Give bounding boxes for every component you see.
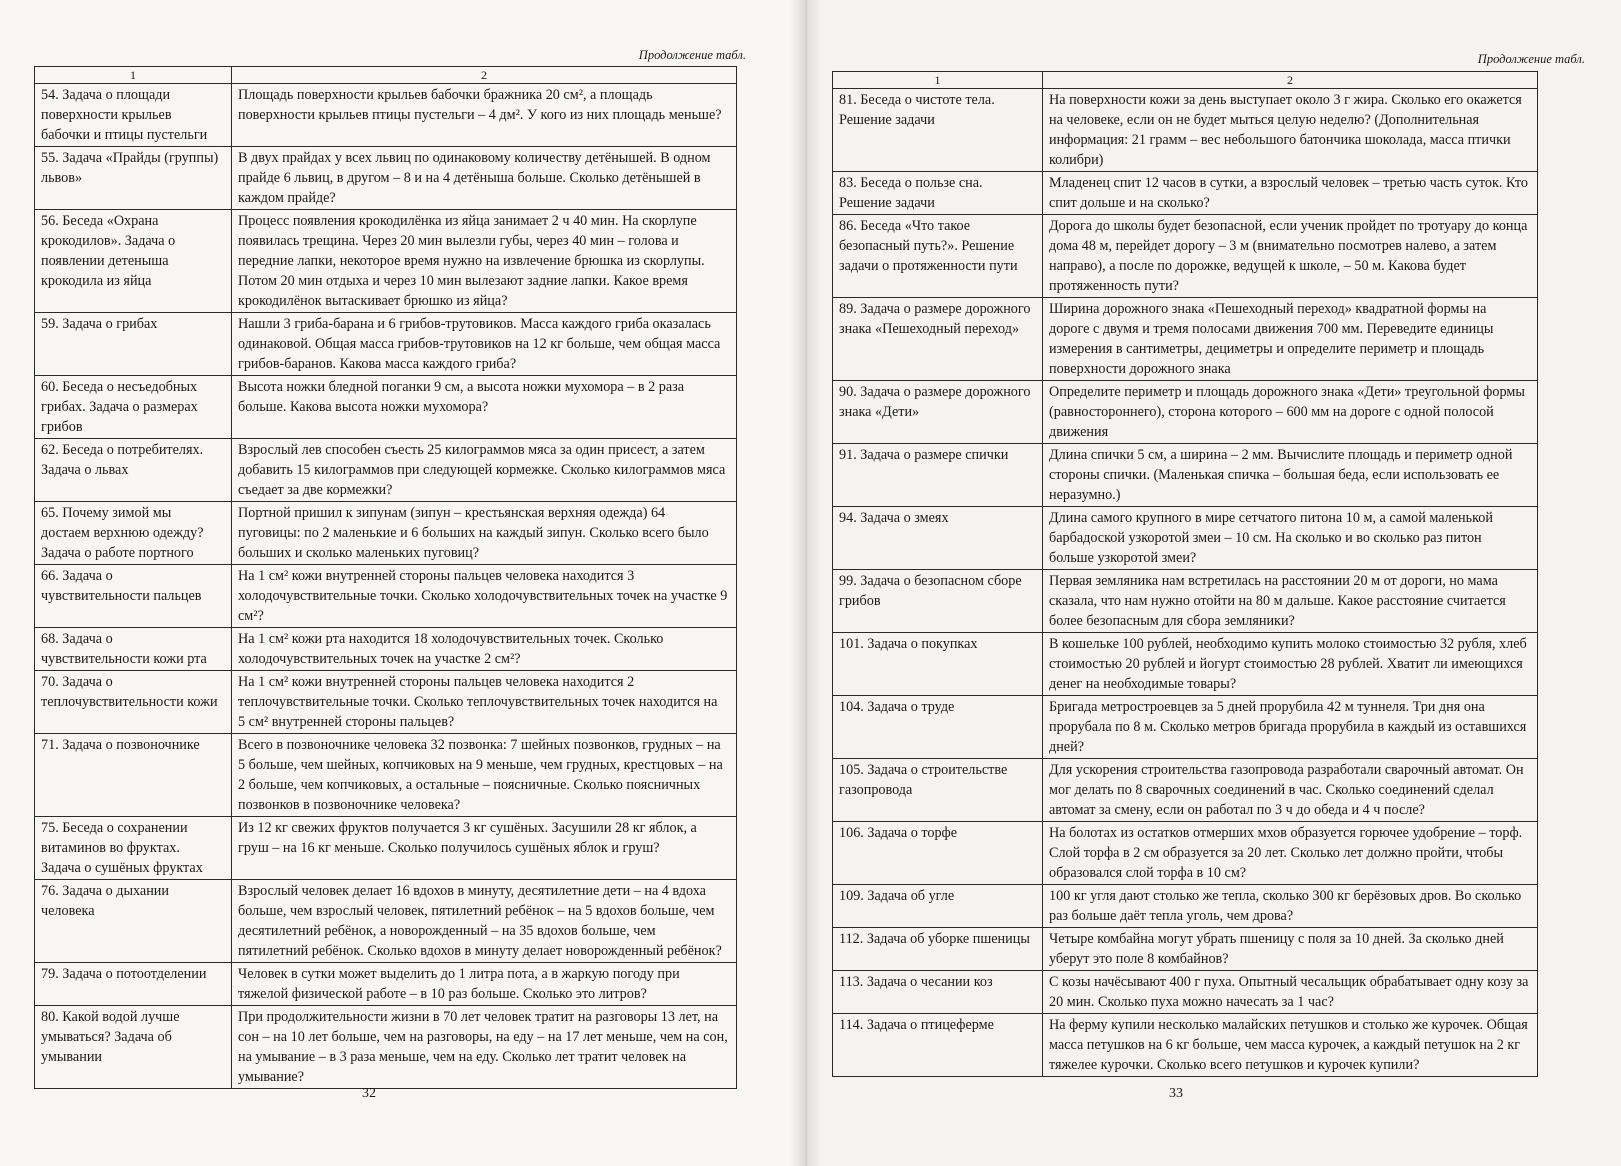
table-row <box>833 822 1538 885</box>
table-body <box>35 84 737 1089</box>
task-text-cell: Бригада метростроевцев за 5 дней прорубила 42 м туннеля. Три дня она прорубала по 8 м. Сколько метров бригада прорубила в каждый из оставшихся дней? <box>1043 696 1538 759</box>
page-number: 33 <box>1169 1086 1183 1101</box>
column-header: 1 <box>833 72 1043 89</box>
task-text-cell: Из 12 кг свежих фруктов получается 3 кг сушёных. Засушили 28 кг яблок, а груш – на 16 кг меньше. Сколько получилось сушёных яблок и груш? <box>232 817 737 880</box>
task-text-cell: Портной пришил к зипунам (зипун – крестьянская верхняя одежда) 64 пуговицы: по 2 маленькие и 6 больших на каждый зипун. Сколько всего было больших и сколько маленьких пуговиц? <box>232 502 737 565</box>
task-text-cell: Длина спички 5 см, а ширина – 2 мм. Вычислите площадь и периметр одной стороны спички. (Маленькая спичка – большая беда, если использовать ее неразумно.) <box>1043 444 1538 507</box>
task-topic-cell: 105. Задача о строительстве газопровода <box>833 759 1043 822</box>
tasks-table <box>832 71 1538 1077</box>
task-topic-cell: 90. Задача о размере дорожного знака «Дети» <box>833 381 1043 444</box>
table-row <box>833 298 1538 381</box>
running-head: Продолжение табл. <box>638 48 746 62</box>
task-topic-cell: 56. Беседа «Охрана крокодилов». Задача о появлении детеныша крокодила из яйца <box>35 210 232 313</box>
task-topic-cell: 76. Задача о дыхании человека <box>35 880 232 963</box>
task-topic-cell: 91. Задача о размере спички <box>833 444 1043 507</box>
task-topic-cell: 80. Какой водой лучше умываться? Задача об умывании <box>35 1006 232 1089</box>
table-row <box>35 502 737 565</box>
task-text-cell: Нашли 3 гриба-барана и 6 грибов-трутовиков. Масса каждого гриба оказалась одинаковой. Общая масса грибов-трутовиков на 12 кг больше, чем общая масса грибов-баранов. Какова масса каждого гриба? <box>232 313 737 376</box>
task-topic-cell: 106. Задача о торфе <box>833 822 1043 885</box>
table-row <box>35 439 737 502</box>
tasks-table <box>34 66 737 1089</box>
task-topic-cell: 104. Задача о труде <box>833 696 1043 759</box>
task-text-cell: На 1 см² кожи рта находится 18 холодочувствительных точек. Сколько холодочувствительных точек на участке 2 см²? <box>232 628 737 671</box>
task-text-cell: Высота ножки бледной поганки 9 см, а высота ножки мухомора – в 2 раза больше. Какова высота ножки мухомора? <box>232 376 737 439</box>
task-topic-cell: 109. Задача об угле <box>833 885 1043 928</box>
table-row <box>35 147 737 210</box>
task-topic-cell: 86. Беседа «Что такое безопасный путь?». Решение задачи о протяженности пути <box>833 215 1043 298</box>
table-row <box>833 971 1538 1014</box>
table-row <box>833 885 1538 928</box>
task-text-cell: Длина самого крупного в мире сетчатого питона 10 м, а самой маленькой барбадоской узкоротой змеи – 10 см. На сколько и во сколько раз питон больше узкоротой змеи? <box>1043 507 1538 570</box>
table-row <box>35 565 737 628</box>
table-row <box>35 84 737 147</box>
task-text-cell: Первая земляника нам встретилась на расстоянии 20 м от дороги, но мама сказала, что нам нужно отойти на 80 м дальше. Какое расстояние считается более безопасным для сбора земляники? <box>1043 570 1538 633</box>
right-page <box>806 0 1621 1166</box>
table-row <box>833 928 1538 971</box>
task-topic-cell: 68. Задача о чувствительности кожи рта <box>35 628 232 671</box>
table-header-row <box>35 67 737 84</box>
table-row <box>833 633 1538 696</box>
task-topic-cell: 112. Задача об уборке пшеницы <box>833 928 1043 971</box>
task-text-cell: В кошельке 100 рублей, необходимо купить молоко стоимостью 32 рубля, хлеб стоимостью 20 рублей и йогурт стоимостью 28 рублей. Хватит ли имеющихся денег на необходимые товары? <box>1043 633 1538 696</box>
task-topic-cell: 71. Задача о позвоночнике <box>35 734 232 817</box>
column-header: 2 <box>232 67 737 84</box>
task-text-cell: На 1 см² кожи внутренней стороны пальцев человека находится 3 холодочувствительные точки. Сколько холодочувствительных точек на участке 9 см²? <box>232 565 737 628</box>
task-text-cell: Определите периметр и площадь дорожного знака «Дети» треугольной формы (равностороннего), сторона которого – 600 мм на дороге с одной полосой движения <box>1043 381 1538 444</box>
task-topic-cell: 99. Задача о безопасном сборе грибов <box>833 570 1043 633</box>
column-header: 1 <box>35 67 232 84</box>
book-gutter <box>790 0 822 1166</box>
task-text-cell: Взрослый человек делает 16 вдохов в минуту, десятилетние дети – на 4 вдоха больше, чем взрослый человек, пятилетний ребёнок – на 5 вдохов больше, чем десятилетний ребёнок, а новорожденный – на 35 вдохов больше, чем пятилетний ребёнок. Сколько вдохов в минуту делает новорожденный ребёнок? <box>232 880 737 963</box>
task-topic-cell: 60. Беседа о несъедобных грибах. Задача о размерах грибов <box>35 376 232 439</box>
task-text-cell: Человек в сутки может выделить до 1 литра пота, а в жаркую погоду при тяжелой физической работе – в 10 раз больше. Сколько это литров? <box>232 963 737 1006</box>
task-topic-cell: 66. Задача о чувствительности пальцев <box>35 565 232 628</box>
table-row <box>833 507 1538 570</box>
task-topic-cell: 81. Беседа о чистоте тела. Решение задачи <box>833 89 1043 172</box>
table-row <box>833 1014 1538 1077</box>
task-topic-cell: 113. Задача о чесании коз <box>833 971 1043 1014</box>
table-row <box>833 381 1538 444</box>
task-text-cell: Взрослый лев способен съесть 25 килограммов мяса за один присест, а затем добавить 15 килограммов при следующей кормежке. Сколько килограммов мяса съедает за две кормежки? <box>232 439 737 502</box>
task-topic-cell: 55. Задача «Прайды (группы) львов» <box>35 147 232 210</box>
table-body <box>833 89 1538 1077</box>
task-text-cell: Ширина дорожного знака «Пешеходный переход» квадратной формы на дороге с двумя и тремя полосами движения 700 мм. Переведите единицы измерения в сантиметры, дециметры и определите периметр и площадь поверхности дорожного знака <box>1043 298 1538 381</box>
task-text-cell: На поверхности кожи за день выступает около 3 г жира. Сколько его окажется на человеке, если он не будет мыться целую неделю? (Дополнительная информация: 21 грамм – вес небольшого батончика шоколада, масса птички колибри) <box>1043 89 1538 172</box>
task-text-cell: Для ускорения строительства газопровода разработали сварочный автомат. Он мог делать по 8 сварочных соединений в час. Сколько соединений сделал автомат за смену, если он работал по 3 ч до обеда и 4 ч после? <box>1043 759 1538 822</box>
task-topic-cell: 54. Задача о площади поверхности крыльев бабочки и птицы пустельги <box>35 84 232 147</box>
task-topic-cell: 101. Задача о покупках <box>833 633 1043 696</box>
table-row <box>833 215 1538 298</box>
task-topic-cell: 65. Почему зимой мы достаем верхнюю одежду? Задача о работе портного <box>35 502 232 565</box>
task-text-cell: При продолжительности жизни в 70 лет человек тратит на разговоры 13 лет, на сон – на 10 лет больше, чем на разговоры, на еду – на 17 лет меньше, чем на сон, на умывание – в 3 раза меньше, чем на еду. Сколько лет тратит человек на умывание? <box>232 1006 737 1089</box>
task-text-cell: Процесс появления крокодилёнка из яйца занимает 2 ч 40 мин. На скорлупе появилась трещина. Через 20 мин вылезли губы, через 40 мин – голова и передние лапки, некоторое время нужно на извлечение брюшка из скорлупы. Потом 20 мин отдыха и через 10 мин вылезают задние лапки. Какое время крокодилёнок вытаскивает брюшко из яйца? <box>232 210 737 313</box>
task-topic-cell: 75. Беседа о сохранении витаминов во фруктах. Задача о сушёных фруктах <box>35 817 232 880</box>
table-row <box>35 963 737 1006</box>
table-row <box>35 734 737 817</box>
task-text-cell: Младенец спит 12 часов в сутки, а взрослый человек – третью часть суток. Кто спит дольше и на сколько? <box>1043 172 1538 215</box>
task-topic-cell: 59. Задача о грибах <box>35 313 232 376</box>
page-number: 32 <box>362 1086 376 1101</box>
table-header-row <box>833 72 1538 89</box>
task-topic-cell: 62. Беседа о потребителях. Задача о львах <box>35 439 232 502</box>
task-text-cell: С козы начёсывают 400 г пуха. Опытный чесальщик обрабатывает одну козу за 20 мин. Сколько пуха можно начесать за 1 час? <box>1043 971 1538 1014</box>
table-row <box>833 444 1538 507</box>
table-row <box>35 376 737 439</box>
task-text-cell: На болотах из остатков отмерших мхов образуется горючее удобрение – торф. Слой торфа в 2 см образуется за 20 лет. Сколько лет должно пройти, чтобы образовался слой торфа в 10 см? <box>1043 822 1538 885</box>
task-text-cell: Площадь поверхности крыльев бабочки бражника 20 см², а площадь поверхности крыльев птицы пустельги – 4 дм². У кого из них площадь меньше? <box>232 84 737 147</box>
task-topic-cell: 79. Задача о потоотделении <box>35 963 232 1006</box>
table-row <box>35 1006 737 1089</box>
task-topic-cell: 83. Беседа о пользе сна. Решение задачи <box>833 172 1043 215</box>
table-row <box>35 817 737 880</box>
table-row <box>833 696 1538 759</box>
task-topic-cell: 70. Задача о теплочувствительности кожи <box>35 671 232 734</box>
table-row <box>833 759 1538 822</box>
table-row <box>35 671 737 734</box>
table-row <box>35 880 737 963</box>
task-text-cell: Четыре комбайна могут убрать пшеницу с поля за 10 дней. За сколько дней уберут это поле 8 комбайнов? <box>1043 928 1538 971</box>
table-row <box>35 210 737 313</box>
task-text-cell: В двух прайдах у всех львиц по одинаковому количеству детёнышей. В одном прайде 6 львиц, в другом – 8 и на 4 детёныша больше. Сколько детёнышей в каждом прайде? <box>232 147 737 210</box>
task-text-cell: 100 кг угля дают столько же тепла, сколько 300 кг берёзовых дров. Во сколько раз больше даёт тепла уголь, чем дрова? <box>1043 885 1538 928</box>
task-text-cell: Дорога до школы будет безопасной, если ученик пройдет по тротуару до конца дома 48 м, перейдет дорогу – 3 м (внимательно посмотрев налево, а затем направо), а после по дорожке, ведущей к школе, – 50 м. Какова будет протяженность пути? <box>1043 215 1538 298</box>
left-page <box>0 0 806 1166</box>
column-header: 2 <box>1043 72 1538 89</box>
task-topic-cell: 94. Задача о змеях <box>833 507 1043 570</box>
table-row <box>833 570 1538 633</box>
table-row <box>35 628 737 671</box>
table-row <box>35 313 737 376</box>
task-topic-cell: 89. Задача о размере дорожного знака «Пешеходный переход» <box>833 298 1043 381</box>
table-row <box>833 89 1538 172</box>
running-head: Продолжение табл. <box>1477 52 1585 66</box>
table-row <box>833 172 1538 215</box>
task-text-cell: На 1 см² кожи внутренней стороны пальцев человека находится 2 теплочувствительные точки. Сколько теплочувствительных точек находится на 5 см² внутренней стороны пальцев? <box>232 671 737 734</box>
task-text-cell: На ферму купили несколько малайских петушков и столько же курочек. Общая масса петушков на 6 кг больше, чем масса курочек, а каждый петушок на 2 кг тяжелее курочки. Сколько всего петушков и курочек купили? <box>1043 1014 1538 1077</box>
task-text-cell: Всего в позвоночнике человека 32 позвонка: 7 шейных позвонков, грудных – на 5 больше, чем шейных, копчиковых на 9 меньше, чем грудных, крестцовых – на 2 больше, чем копчиковых, а остальные – поясничные. Сколько поясничных позвонков в позвоночнике человека? <box>232 734 737 817</box>
task-topic-cell: 114. Задача о птицеферме <box>833 1014 1043 1077</box>
